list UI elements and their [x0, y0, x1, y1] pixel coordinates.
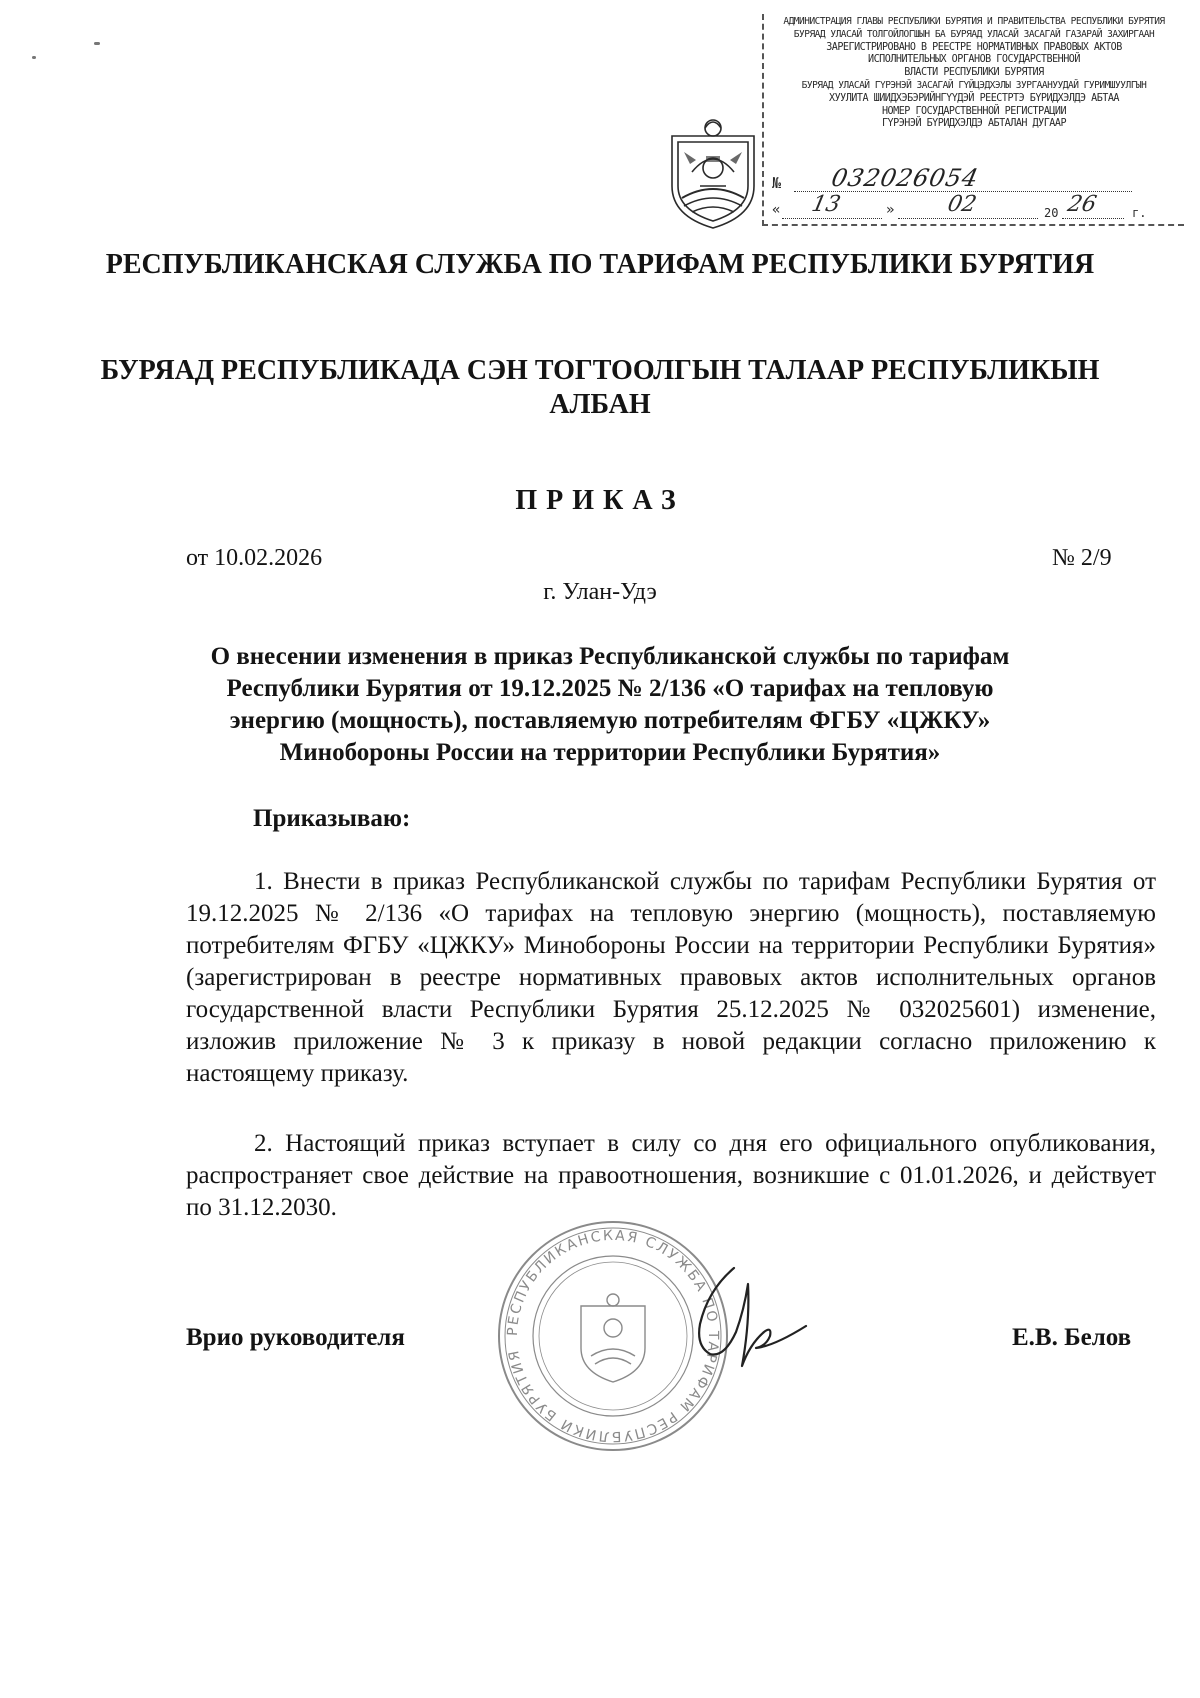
- registration-stamp: [762, 14, 1184, 226]
- dotted-line: [1062, 218, 1124, 219]
- number-sign: №: [772, 174, 782, 192]
- scan-speck: [94, 42, 100, 45]
- document-city: г. Улан-Удэ: [543, 579, 657, 605]
- date-open-quote: «: [772, 202, 781, 218]
- registration-number-row: [772, 164, 1132, 194]
- handwritten-signature: [690, 1262, 810, 1382]
- year-abbr: г.: [1132, 206, 1147, 220]
- order-word: Приказываю:: [253, 805, 411, 832]
- registration-year: 26: [1065, 192, 1099, 217]
- registration-month: 02: [945, 192, 979, 217]
- stamp-line: ИСПОЛНИТЕЛЬНЫХ ОРГАНОВ ГОСУДАРСТВЕННОЙ: [868, 54, 1080, 66]
- stamp-line: БУРЯАД УЛАСАЙ ТОЛГОЙЛОГШЫН БА БУРЯАД УЛАСАЙ ЗАСАГАЙ ГАЗАРАЙ ЗАХИРГААН: [793, 28, 1155, 40]
- registration-number: 032026054: [829, 164, 982, 192]
- coat-of-arms-icon: [662, 116, 764, 232]
- stamp-line: ГҮРЭНЭЙ БҮРИДХЭЛДЭ АБТАЛАН ДУГААР: [881, 118, 1067, 130]
- dotted-line: [782, 218, 882, 219]
- paragraph-2: 2. Настоящий приказ вступает в силу со дня его официального опубликования, распространяет свое действие на правоотношения, возникшие с 01.01.2026, и действует по 31.12.2030.: [186, 1130, 1156, 1221]
- date-close-quote: »: [886, 202, 895, 218]
- organization-name-ru: РЕСПУБЛИКАНСКАЯ СЛУЖБА ПО ТАРИФАМ РЕСПУБЛИКИ БУРЯТИЯ: [105, 249, 1095, 280]
- document-date: от 10.02.2026: [186, 545, 323, 571]
- seal-text: РЕСПУБЛИКАНСКАЯ СЛУЖБА ПО ТАРИФАМ РЕСПУБЛИКИ БУРЯТИЯ: [504, 1227, 722, 1445]
- stamp-line: ХУУЛИТА ШИИДХЭБЭРИЙНГҮҮДЭЙ РЕЕСТРТЭ БҮРИДХЭЛДЭ АБТАА: [828, 92, 1120, 104]
- stamp-line: АДМИНИСТРАЦИЯ ГЛАВЫ РЕСПУБЛИКИ БУРЯТИЯ И ПРАВИТЕЛЬСТВА РЕСПУБЛИКИ БУРЯТИЯ: [783, 16, 1165, 27]
- signer-position: Врио руководителя: [186, 1324, 405, 1351]
- seal-coat-of-arms-icon: [581, 1294, 645, 1382]
- stamp-line: ЗАРЕГИСТРИРОВАНО В РЕЕСТРЕ НОРМАТИВНЫХ ПРАВОВЫХ АКТОВ: [826, 41, 1122, 53]
- stamp-line: НОМЕР ГОСУДАРСТВЕННОЙ РЕГИСТРАЦИИ: [881, 105, 1067, 117]
- organization-name-bua: БУРЯАД РЕСПУБЛИКАДА СЭН ТОГТООЛГЫН ТАЛААР РЕСПУБЛИКЫН АЛБАН: [100, 355, 1100, 420]
- registration-day: 13: [809, 192, 843, 217]
- scan-speck: [32, 56, 36, 59]
- paragraph-1: 1. Внести в приказ Республиканской службы по тарифам Республики Бурятия от 19.12.2025 № 2/136 «О тарифах на тепловую энергию (мощность), поставляемую потребителям ФГБУ «ЦЖКУ» Минобороны России на территории Республики Бурятия» (зарегистрирован в реестре нормативных правовых актов исполнительных органов государственной власти Республики Бурятия 25.12.2025 № 032025601) изменение, изложив приложение № 3 к приказу в новой редакции согласно приложению к настоящему приказу.: [186, 868, 1156, 1087]
- document-number: № 2/9: [1052, 545, 1112, 571]
- registration-year-prefix: 20: [1044, 206, 1059, 220]
- signer-name: Е.В. Белов: [1012, 1324, 1132, 1351]
- dotted-line: [898, 218, 1038, 219]
- stamp-line: ВЛАСТИ РЕСПУБЛИКИ БУРЯТИЯ: [904, 67, 1044, 79]
- registration-stamp-lines: [768, 16, 1180, 131]
- document-subject: О внесении изменения в приказ Республиканской службы по тарифам Республики Бурятия от 19.12.2025 № 2/136 «О тарифах на тепловую энергию (мощность), поставляемую потребителям ФГБУ «ЦЖКУ» Минобороны России на территории Республики Бурятия»: [210, 643, 1010, 766]
- stamp-line: БУРЯАД УЛАСАЙ ГҮРЭНЭЙ ЗАСАГАЙ ГҮЙЦЭДХЭЛЫ ЗУРГААНУУДАЙ ГУРИМШУУЛГЫН: [801, 79, 1147, 91]
- registration-date-row: [772, 192, 1172, 222]
- document-type: ПРИКАЗ: [515, 485, 685, 516]
